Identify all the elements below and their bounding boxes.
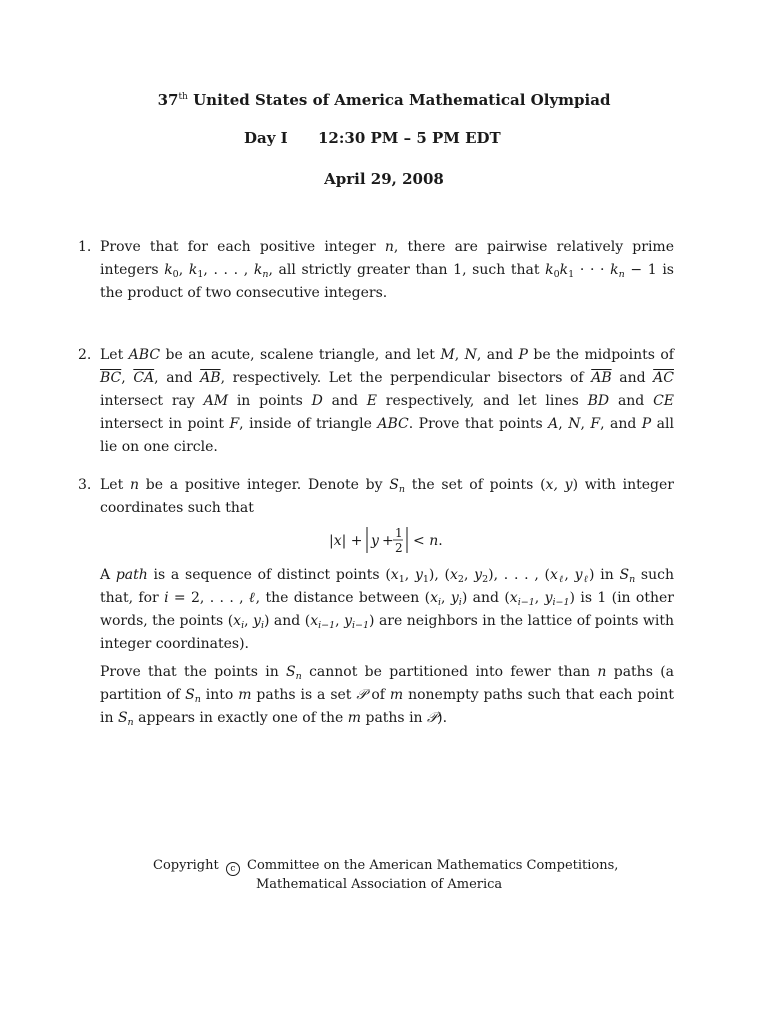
problem-number: 2. [78, 347, 92, 363]
problem-number: 1. [78, 239, 92, 255]
svg-text:|x| +: |x| + [329, 533, 363, 549]
display-formula [100, 522, 674, 558]
svg-text:< n.: < n. [413, 533, 443, 549]
copyright-icon: c [226, 862, 240, 876]
exam-date: April 29, 2008 [324, 170, 444, 188]
problem-text: Let n be a positive integer. Denote by $S_n$ the set of points (x, y) with integer coordinates such that |x| + y + 1 2 < n. A path is a sequence of distinct points ($x_1$, $y_1$), ($x_2$, $y_2$), . . . , ($x_\ell$, $y_\ell$) in $S_n$ such that, for i = 2, . . . , ℓ, the distance between ($x_i$, $y_i$) and ($x_{i-1}$, $y_{i-1}$) is 1 (in other words, the points ($x_i$, $y_i$) and ($x_{i-1}$, $y_{i-1}$) are neighbors in the lattice of points with integer coordinates). Prove that the points in $S_n$ cannot be partitioned into fewer than n paths (a partition of $S_n$ into m paths is a set 𝒫 of m nonempty paths such that each point in $S_n$ appears in exactly one of the m paths in 𝒫). [100, 477, 675, 728]
page-title [0, 91, 768, 109]
copyright-word: Copyright [153, 858, 219, 873]
svg-text:+: + [382, 533, 394, 549]
copyright-line-2: Mathematical Association of America [256, 877, 503, 892]
svg-text:2: 2 [395, 541, 403, 555]
problem-text: Let ABC be an acute, scalene triangle, and let M, N, and P be the midpoints of $\overline{BC}$, $\overline{CA}$, and $\overline{AB}$, respectively. Let the perpendicular bisectors of $\overline{AB}$ and $\overline{AC}$ intersect ray AM in points D and E respectively, and let lines BD and CE intersect in point F, inside of triangle ABC. Prove that points A, N, F, and P all lie on one circle. [100, 347, 675, 455]
svg-text:1: 1 [395, 526, 403, 540]
copyright-footer [153, 857, 618, 893]
exam-day: Day I [244, 129, 288, 147]
problem-2 [78, 344, 674, 459]
problem-3 [78, 474, 674, 730]
copyright-line-1: Committee on the American Mathematics Competitions, [247, 858, 619, 873]
title-text: United States of America Mathematical Olympiad [193, 91, 611, 109]
problem-number: 3. [78, 477, 92, 493]
formula-graphic [327, 522, 447, 558]
svg-text:y: y [371, 533, 379, 549]
title-ordinal: 37 [157, 91, 179, 109]
problem-1 [78, 236, 674, 305]
exam-time: 12:30 PM – 5 PM EDT [318, 129, 501, 147]
title-ordinal-suffix: th [178, 92, 188, 102]
problem-text: Prove that for each positive integer n, there are pairwise relatively prime integers $k_0$, $k_1$, . . . , $k_n$, all strictly greater than 1, such that $k_0k_1$ · · · $k_n - 1$ is the product of two consecutive integers. [100, 239, 674, 301]
